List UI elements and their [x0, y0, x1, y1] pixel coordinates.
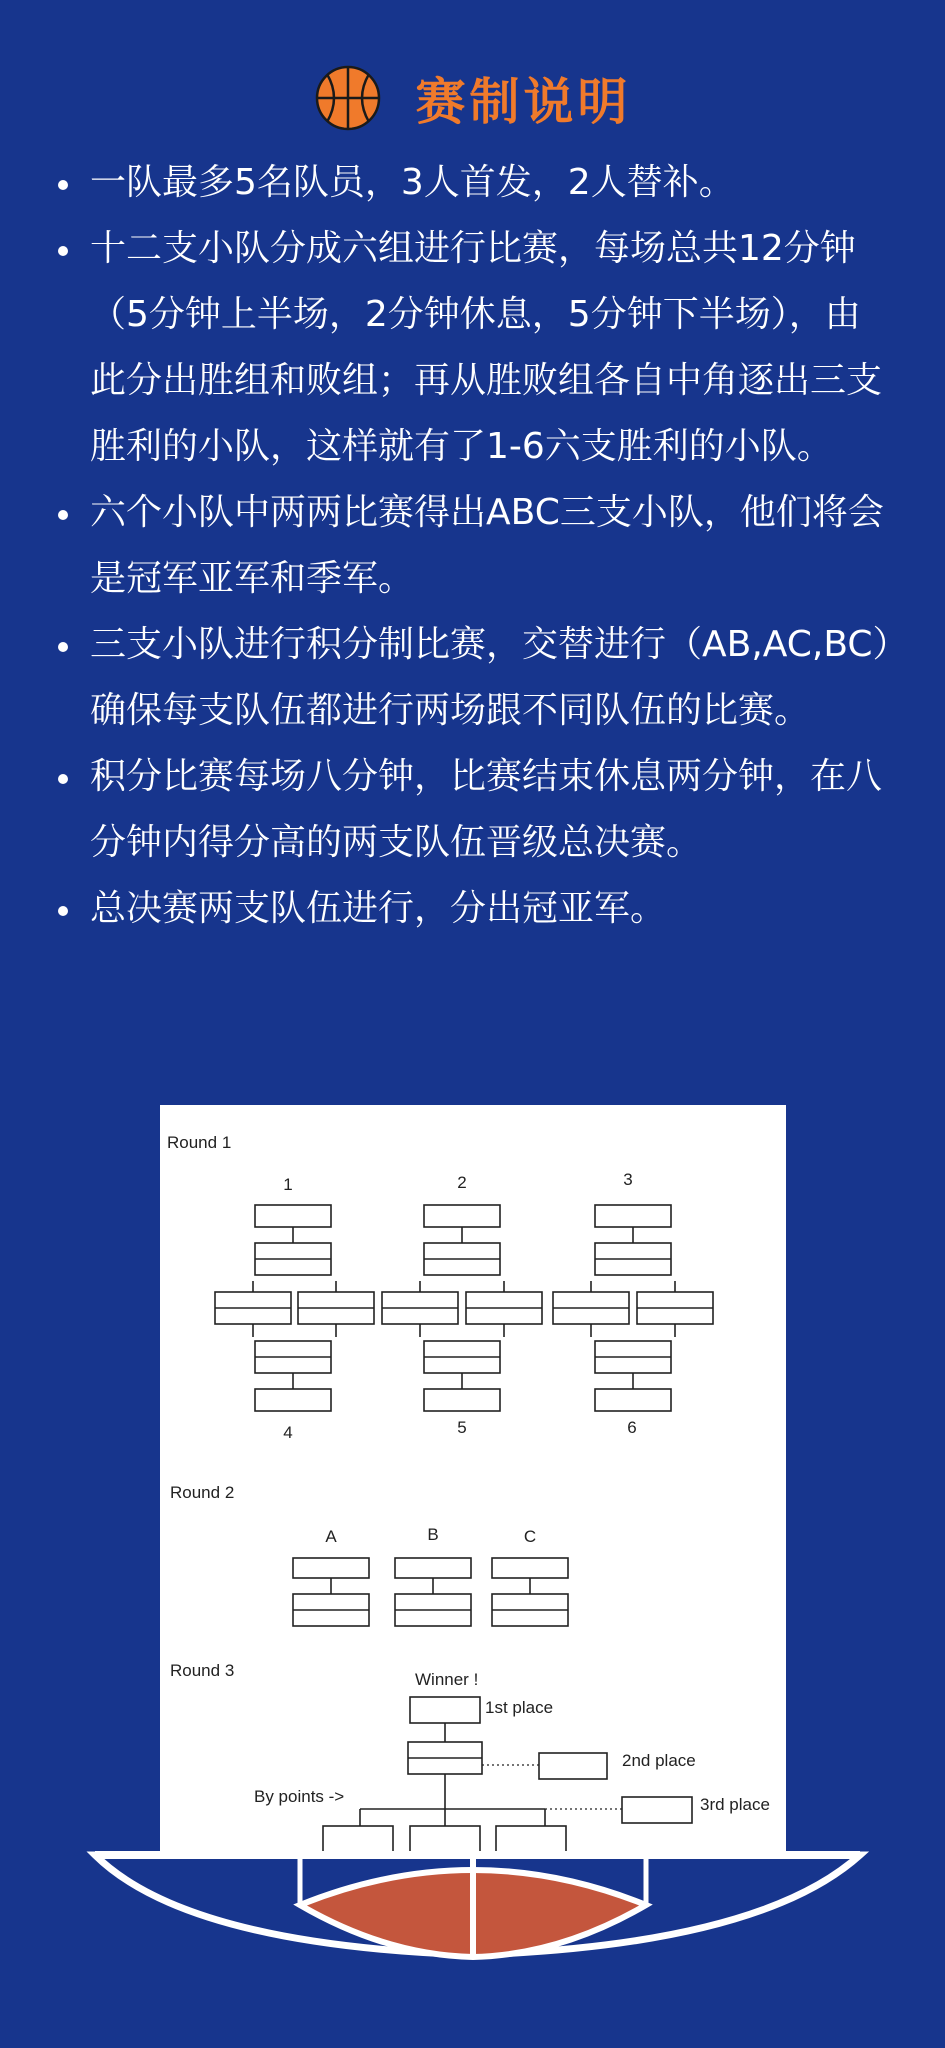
group-label: 5 — [457, 1418, 467, 1437]
bracket-diagram — [160, 1105, 786, 1855]
group-label: 6 — [627, 1418, 637, 1437]
round2-label: Round 2 — [170, 1483, 235, 1502]
rule-item: 六个小队中两两比赛得出ABC三支小队，他们将会是冠军亚军和季军。 — [56, 480, 896, 612]
rule-item: 一队最多5名队员，3人首发，2人替补。 — [56, 150, 896, 216]
group-label: 1 — [283, 1175, 293, 1194]
group-label: A — [325, 1527, 337, 1546]
group-label: B — [427, 1525, 439, 1544]
rule-item: 十二支小队分成六组进行比赛，每场总共12分钟（5分钟上半场，2分钟休息，5分钟下半场），由此分出胜组和败组；再从胜败组各自中角逐出三支胜利的小队，这样就有了1-6六支胜利的小队。 — [56, 216, 896, 480]
page-title: 赛制说明 — [415, 73, 632, 131]
group-label: 4 — [283, 1423, 293, 1442]
rule-item: 总决赛两支队伍进行，分出冠亚军。 — [56, 876, 896, 942]
rules-list — [56, 150, 896, 942]
group-label: C — [523, 1527, 537, 1546]
winner-label: Winner ! — [415, 1670, 479, 1689]
first-place-label: 1st place — [485, 1698, 554, 1717]
group-label: 3 — [623, 1170, 633, 1189]
round1-label: Round 1 — [167, 1133, 232, 1152]
basketball-court-graphic — [0, 1845, 945, 2048]
third-place-label: 3rd place — [700, 1795, 770, 1814]
second-place-label: 2nd place — [622, 1751, 696, 1770]
basketball-icon — [314, 64, 382, 132]
by-points-label: By points -> — [254, 1787, 345, 1806]
round3-label: Round 3 — [170, 1661, 235, 1680]
header — [0, 58, 945, 138]
rule-item: 三支小队进行积分制比赛，交替进行（AB,AC,BC）确保每支队伍都进行两场跟不同队伍的比赛。 — [56, 612, 896, 744]
group-label: 2 — [457, 1173, 467, 1192]
rule-item: 积分比赛每场八分钟，比赛结束休息两分钟，在八分钟内得分高的两支队伍晋级总决赛。 — [56, 744, 896, 876]
